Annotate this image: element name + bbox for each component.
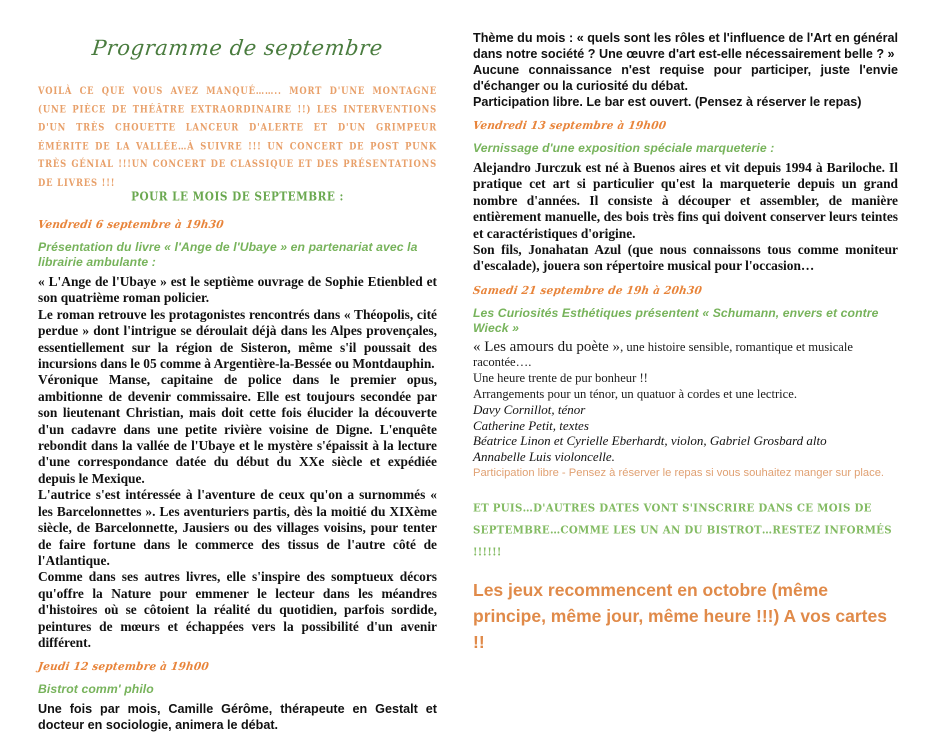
event-paragraph: Comme dans ses autres livres, elle s'inspire des somptueux décors qu'offre la Nature pour emmener le lecteur dans les méandres d'histoires où se côtoient la réalité du quotidien, parfois sordide, peintures de mœurs et échappées vers la possibilité d'un avenir différent.: [38, 569, 437, 650]
schumann-lead-paragraph: [473, 340, 898, 371]
event-paragraph: Véronique Manse, capitaine de police dans le premier opus, ambitionne de devenir commissaire. Elle est toujours secondée par son lieutenant Christian, mais doit cette fois élucider la découverte d'un cadavre dans une petite rivière voisine de Digne. L'enquête rebondit dans la vallée de l'Ubaye et le mystère s'épaissit à la lecture d'une correspondance datée du début du XXe siècle et expédiée depuis le Mexique.: [38, 372, 437, 486]
event-paragraph: « L'Ange de l'Ubaye » est le septième ouvrage de Sophie Etienbled et son quatrième roman policier.: [38, 274, 437, 306]
closing-orange-note: Les jeux recommencent en octobre (même principe, même jour, même heure !!!) A vos cartes !!: [473, 579, 887, 652]
event-date-samedi-21: Samedi 21 septembre de 19h à 20h30: [472, 284, 703, 298]
event-paragraph: Le roman retrouve les protagonistes rencontrés dans « Théopolis, cité perdue » dont l'intrigue se déroulait déjà dans les Alpes provençales, essentiellement sur la région de Sisteron, même s'il poussait des incursions dans le 05 comme à Argentière-la-Bessée ou Montdauphin.: [38, 306, 437, 372]
right-column: [465, 0, 928, 650]
theme-paragraph: Participation libre. Le bar est ouvert. (Pensez à réserver le repas): [473, 95, 862, 109]
event-title-vernissage-marqueterie: Vernissage d'une exposition spéciale marqueterie :: [473, 141, 775, 155]
schumann-lead-title: « Les amours du poète »: [473, 338, 621, 355]
performer-line: Annabelle Luis violoncelle.: [473, 449, 615, 464]
page-title: Programme de septembre: [90, 36, 385, 60]
event-paragraph: Son fils, Jonahatan Azul (que nous connaissons tous comme moniteur d'escalade), jouera son répertoire musical pour l'occasion…: [473, 242, 898, 274]
event-date-vendredi-6: Vendredi 6 septembre à 19h30: [37, 218, 225, 232]
event-paragraph: L'autrice s'est intéressée à l'aventure de ceux qu'on a surnommés « les Barcelonnettes ». Les aventuriers partis, dès la moitié du XIXème siècle, de Barcelonnette, Jausiers ou des villages voisins, pour tenter de faire fortune dans le commerce des tissus de l'autre côté de l'Atlantique.: [38, 487, 437, 568]
performer-line: Béatrice Linon et Cyrielle Eberhardt, violon, Gabriel Grosbard alto: [473, 433, 827, 449]
closing-green-note: ET PUIS…D'AUTRES DATES VONT S'INSCRIRE DANS CE MOIS DE SEPTEMBRE…COMME LES UN AN DU BISTROT…RESTEZ INFORMÉS !!!!!!: [473, 500, 892, 559]
theme-paragraph: Thème du mois : « quels sont les rôles et l'influence de l'Art en général dans notre société ? Une œuvre d'art est-elle nécessairement belle ? »: [473, 31, 898, 61]
theme-paragraph: Aucune connaissance n'est requise pour participer, juste l'envie d'échanger ou la curiosité du débat.: [473, 63, 898, 93]
schumann-lead-rest: , une histoire sensible, romantique et musicale racontée….: [473, 339, 853, 370]
schumann-line: Une heure trente de pur bonheur !!: [473, 371, 648, 386]
intro-paragraph: VOILÀ CE QUE VOUS AVEZ MANQUÉ…….. MORT D'UNE MONTAGNE (UNE PIÈCE DE THÉÂTRE EXTRAORDINAIRE !!) LES INTERVENTIONS D'UN TRÈS CHOUETTE LANCEUR D'ALERTE ET D'UN GRIMPEUR ÉMÉRITE DE LA VALLÉE…À SUIVRE !!! UN CONCERT DE POST PUNK TRÈS GÉNIAL !!!UN CONCERT DE CLASSIQUE ET DES PRÉSENTATIONS DE LIVRES !!!: [38, 84, 437, 188]
participation-note: Participation libre - Pensez à réserver le repas si vous souhaitez manger sur place.: [473, 466, 885, 479]
event-paragraph: Alejandro Jurczuk est né à Buenos aires et vit depuis 1994 à Bariloche. Il pratique cet art si particulier qu'est la marqueterie depuis un grand nombre d'années. Il consiste à découper et assembler, de manière entièrement manuelle, des bois très fins qui doivent conserver leurs teintes et caractéristiques d'origine.: [473, 160, 898, 241]
event-date-vendredi-13: Vendredi 13 septembre à 19h00: [472, 119, 668, 133]
event-date-jeudi-12: Jeudi 12 septembre à 19h00: [37, 661, 210, 674]
event-title-curiosites-esthetiques: Les Curiosités Esthétiques présentent « Schumann, envers et contre Wieck »: [473, 305, 879, 335]
month-heading: POUR LE MOIS DE SEPTEMBRE :: [131, 190, 344, 204]
event-title-presentation-livre: Présentation du livre « l'Ange de l'Ubaye » en partenariat avec la librairie ambulante :: [38, 240, 418, 269]
schumann-line: Arrangements pour un ténor, un quatuor à cordes et une lectrice.: [473, 386, 798, 401]
event-paragraph: Une fois par mois, Camille Gérôme, thérapeute en Gestalt et docteur en sociologie, animera le débat.: [38, 702, 437, 733]
performer-line: Catherine Petit, textes: [473, 417, 589, 433]
performer-line: Davy Cornillot, ténor: [473, 402, 586, 418]
event-title-bistrot-comm-philo: Bistrot comm' philo: [38, 682, 154, 697]
